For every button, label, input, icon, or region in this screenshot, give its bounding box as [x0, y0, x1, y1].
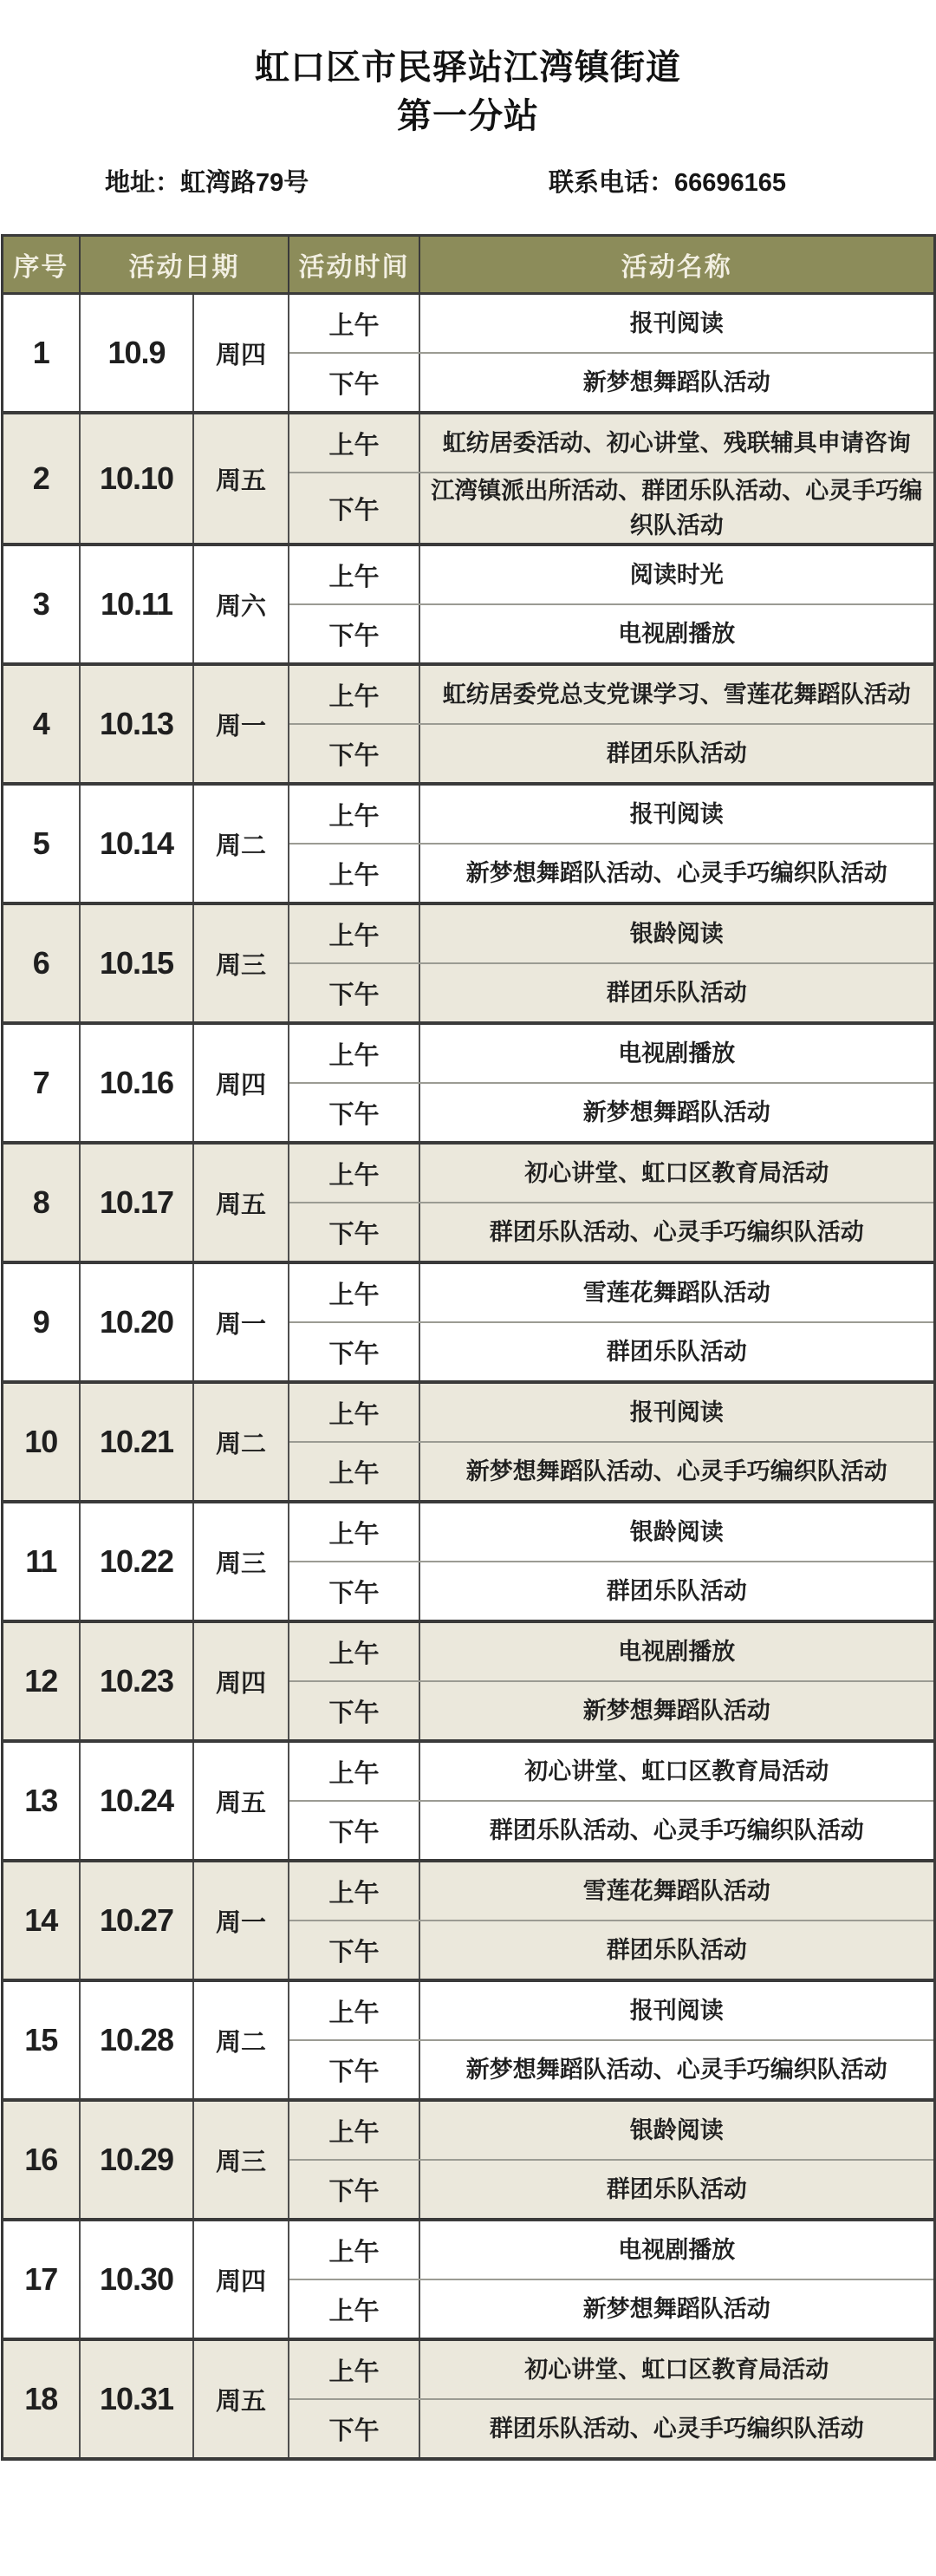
- row-date: 10.9: [80, 294, 193, 414]
- slot-activity-name: 群团乐队活动: [419, 1921, 934, 1980]
- slot-time: 上午: [289, 2339, 419, 2399]
- slot-activity-name: 群团乐队活动: [419, 963, 934, 1023]
- table-row: [2, 2220, 934, 2279]
- row-weekday: 周五: [193, 2339, 289, 2459]
- schedule-poster: [0, 43, 936, 2576]
- address-text: 地址：虹湾路79号: [105, 169, 309, 197]
- row-number: 16: [2, 2100, 80, 2220]
- row-number: 18: [2, 2339, 80, 2459]
- row-date: 10.24: [80, 1741, 193, 1861]
- slot-time: 上午: [289, 1621, 419, 1681]
- row-date: 10.28: [80, 1980, 193, 2100]
- table-row: [2, 1382, 934, 1442]
- header-time: 活动时间: [289, 236, 419, 294]
- slot-activity-name: 新梦想舞蹈队活动、心灵手巧编织队活动: [419, 1442, 934, 1502]
- table-body: [2, 294, 934, 2460]
- row-number: 7: [2, 1023, 80, 1143]
- table-row: [2, 1262, 934, 1322]
- row-date: 10.16: [80, 1023, 193, 1143]
- slot-time: 下午: [289, 963, 419, 1023]
- row-date: 10.15: [80, 903, 193, 1023]
- row-date: 10.27: [80, 1861, 193, 1980]
- row-number: 10: [2, 1382, 80, 1502]
- slot-time: 上午: [289, 1442, 419, 1502]
- slot-activity-name: 虹纺居委活动、初心讲堂、残联辅具申请咨询: [419, 413, 934, 473]
- phone-text: 联系电话：66696165: [549, 169, 787, 197]
- slot-activity-name: 初心讲堂、虹口区教育局活动: [419, 1741, 934, 1801]
- slot-time: 上午: [289, 903, 419, 963]
- row-date: 10.29: [80, 2100, 193, 2220]
- slot-time: 上午: [289, 413, 419, 473]
- row-weekday: 周一: [193, 1262, 289, 1382]
- row-date: 10.11: [80, 545, 193, 664]
- row-number: 12: [2, 1621, 80, 1741]
- row-date: 10.20: [80, 1262, 193, 1382]
- slot-activity-name: 群团乐队活动、心灵手巧编织队活动: [419, 2399, 934, 2459]
- table-row: [2, 1023, 934, 1083]
- table-row: [2, 1980, 934, 2040]
- table-row: [2, 1621, 934, 1681]
- header-no: 序号: [2, 236, 80, 294]
- slot-activity-name: 报刊阅读: [419, 784, 934, 844]
- table-row: [2, 1502, 934, 1562]
- slot-time: 下午: [289, 1801, 419, 1861]
- slot-time: 上午: [289, 1382, 419, 1442]
- slot-activity-name: 江湾镇派出所活动、群团乐队活动、心灵手巧编织队活动: [419, 473, 934, 545]
- slot-time: 下午: [289, 2040, 419, 2100]
- slot-activity-name: 新梦想舞蹈队活动: [419, 1681, 934, 1741]
- row-date: 10.13: [80, 664, 193, 784]
- table-row: [2, 294, 934, 354]
- slot-time: 下午: [289, 1322, 419, 1382]
- slot-time: 下午: [289, 1203, 419, 1262]
- table-row: [2, 545, 934, 604]
- row-number: 6: [2, 903, 80, 1023]
- row-weekday: 周二: [193, 1980, 289, 2100]
- slot-activity-name: 群团乐队活动、心灵手巧编织队活动: [419, 1801, 934, 1861]
- slot-time: 下午: [289, 1562, 419, 1621]
- row-weekday: 周六: [193, 545, 289, 664]
- table-row: [2, 1741, 934, 1801]
- row-weekday: 周三: [193, 1502, 289, 1621]
- slot-time: 下午: [289, 353, 419, 413]
- slot-activity-name: 报刊阅读: [419, 294, 934, 354]
- table-row: [2, 664, 934, 724]
- table-header: [2, 236, 934, 294]
- row-date: 10.31: [80, 2339, 193, 2459]
- row-number: 1: [2, 294, 80, 414]
- slot-activity-name: 报刊阅读: [419, 1382, 934, 1442]
- slot-activity-name: 群团乐队活动: [419, 2160, 934, 2220]
- row-weekday: 周五: [193, 1143, 289, 1262]
- table-row: [2, 784, 934, 844]
- slot-time: 上午: [289, 664, 419, 724]
- header-name: 活动名称: [419, 236, 934, 294]
- row-weekday: 周二: [193, 1382, 289, 1502]
- slot-time: 上午: [289, 1741, 419, 1801]
- row-weekday: 周四: [193, 1621, 289, 1741]
- slot-activity-name: 新梦想舞蹈队活动、心灵手巧编织队活动: [419, 844, 934, 903]
- row-date: 10.14: [80, 784, 193, 903]
- row-weekday: 周四: [193, 2220, 289, 2339]
- info-row: [0, 163, 936, 198]
- row-number: 15: [2, 1980, 80, 2100]
- slot-time: 上午: [289, 1023, 419, 1083]
- row-number: 9: [2, 1262, 80, 1382]
- slot-activity-name: 新梦想舞蹈队活动、心灵手巧编织队活动: [419, 2040, 934, 2100]
- slot-activity-name: 群团乐队活动: [419, 1562, 934, 1621]
- slot-activity-name: 雪莲花舞蹈队活动: [419, 1262, 934, 1322]
- slot-activity-name: 雪莲花舞蹈队活动: [419, 1861, 934, 1921]
- row-number: 14: [2, 1861, 80, 1980]
- slot-time: 上午: [289, 844, 419, 903]
- slot-time: 下午: [289, 1921, 419, 1980]
- row-weekday: 周四: [193, 1023, 289, 1143]
- table-row: [2, 413, 934, 473]
- slot-activity-name: 电视剧播放: [419, 1023, 934, 1083]
- row-number: 3: [2, 545, 80, 664]
- slot-activity-name: 电视剧播放: [419, 604, 934, 664]
- slot-time: 下午: [289, 2160, 419, 2220]
- row-number: 17: [2, 2220, 80, 2339]
- slot-time: 下午: [289, 724, 419, 784]
- slot-time: 下午: [289, 604, 419, 664]
- row-number: 5: [2, 784, 80, 903]
- row-number: 4: [2, 664, 80, 784]
- slot-time: 上午: [289, 1861, 419, 1921]
- row-date: 10.23: [80, 1621, 193, 1741]
- row-date: 10.21: [80, 1382, 193, 1502]
- slot-time: 上午: [289, 545, 419, 604]
- row-weekday: 周三: [193, 2100, 289, 2220]
- slot-activity-name: 阅读时光: [419, 545, 934, 604]
- slot-activity-name: 报刊阅读: [419, 1980, 934, 2040]
- row-number: 8: [2, 1143, 80, 1262]
- slot-activity-name: 虹纺居委党总支党课学习、雪莲花舞蹈队活动: [419, 664, 934, 724]
- slot-time: 下午: [289, 1083, 419, 1143]
- header-date: 活动日期: [80, 236, 289, 294]
- slot-time: 下午: [289, 1681, 419, 1741]
- table-row: [2, 2339, 934, 2399]
- row-weekday: 周五: [193, 1741, 289, 1861]
- row-weekday: 周一: [193, 664, 289, 784]
- slot-activity-name: 群团乐队活动: [419, 1322, 934, 1382]
- slot-time: 上午: [289, 784, 419, 844]
- row-date: 10.30: [80, 2220, 193, 2339]
- row-number: 13: [2, 1741, 80, 1861]
- slot-time: 上午: [289, 2279, 419, 2339]
- table-row: [2, 1143, 934, 1203]
- row-date: 10.10: [80, 413, 193, 545]
- slot-activity-name: 初心讲堂、虹口区教育局活动: [419, 2339, 934, 2399]
- slot-activity-name: 银龄阅读: [419, 2100, 934, 2160]
- slot-time: 上午: [289, 1143, 419, 1203]
- slot-time: 下午: [289, 2399, 419, 2459]
- row-date: 10.22: [80, 1502, 193, 1621]
- row-weekday: 周二: [193, 784, 289, 903]
- slot-activity-name: 群团乐队活动、心灵手巧编织队活动: [419, 1203, 934, 1262]
- row-weekday: 周五: [193, 413, 289, 545]
- row-number: 2: [2, 413, 80, 545]
- slot-time: 上午: [289, 1262, 419, 1322]
- slot-activity-name: 电视剧播放: [419, 2220, 934, 2279]
- page-title: [0, 43, 936, 140]
- slot-time: 下午: [289, 473, 419, 545]
- slot-time: 上午: [289, 1502, 419, 1562]
- slot-activity-name: 电视剧播放: [419, 1621, 934, 1681]
- row-number: 11: [2, 1502, 80, 1621]
- slot-activity-name: 群团乐队活动: [419, 724, 934, 784]
- slot-time: 上午: [289, 1980, 419, 2040]
- page-title-line2: 第一分站: [397, 97, 539, 135]
- table-row: [2, 1861, 934, 1921]
- slot-activity-name: 初心讲堂、虹口区教育局活动: [419, 1143, 934, 1203]
- slot-activity-name: 新梦想舞蹈队活动: [419, 2279, 934, 2339]
- slot-activity-name: 银龄阅读: [419, 1502, 934, 1562]
- table-row: [2, 2100, 934, 2160]
- page-title-line1: 虹口区市民驿站江湾镇街道: [255, 49, 681, 87]
- row-weekday: 周三: [193, 903, 289, 1023]
- slot-activity-name: 新梦想舞蹈队活动: [419, 1083, 934, 1143]
- slot-time: 上午: [289, 2220, 419, 2279]
- slot-activity-name: 新梦想舞蹈队活动: [419, 353, 934, 413]
- table-row: [2, 903, 934, 963]
- slot-time: 上午: [289, 2100, 419, 2160]
- row-weekday: 周四: [193, 294, 289, 414]
- row-weekday: 周一: [193, 1861, 289, 1980]
- schedule-table: [1, 234, 936, 2461]
- row-date: 10.17: [80, 1143, 193, 1262]
- slot-activity-name: 银龄阅读: [419, 903, 934, 963]
- slot-time: 上午: [289, 294, 419, 354]
